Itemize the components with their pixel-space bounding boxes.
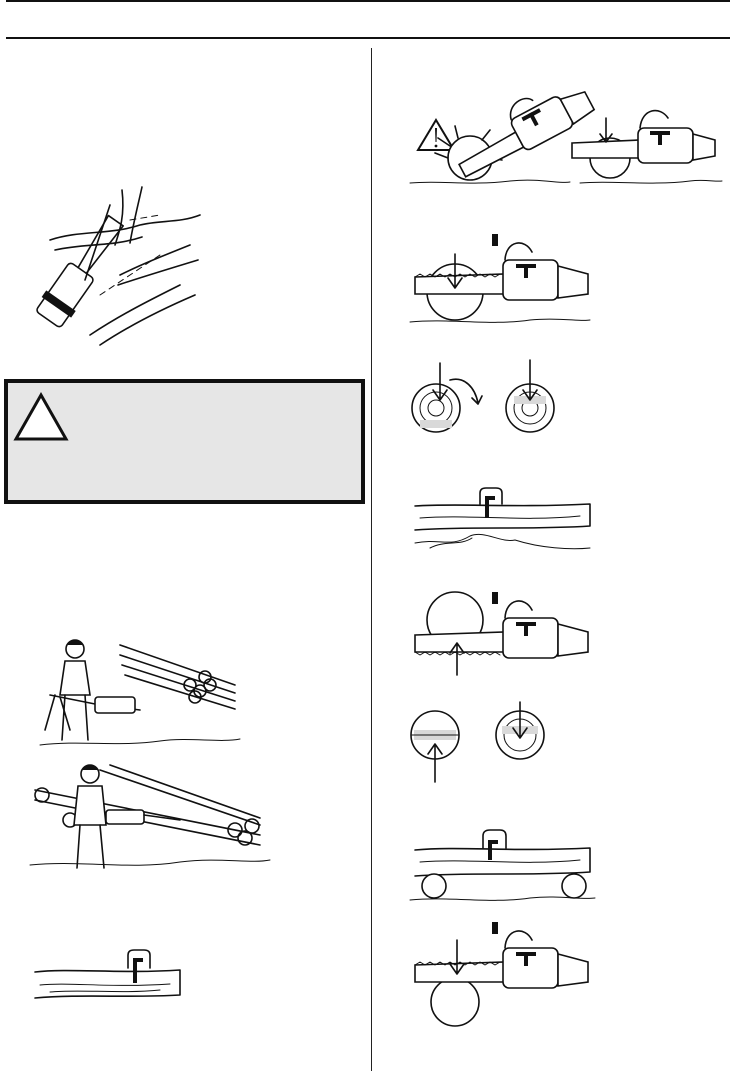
warning-triangle-icon [14,393,68,441]
operator-logpile-illustration [30,760,270,875]
log-supported-ends-illustration [410,828,595,908]
underbuck-saw-illustration [410,590,595,680]
log-uneven-ground-illustration [410,488,595,568]
kickback-illustration [410,98,725,190]
top-rule [6,0,730,2]
branch-cut-illustration [30,185,205,350]
log-end-views-illustration [410,358,570,448]
warning-box [4,379,365,504]
log-end-views-underbuck-illustration [410,700,560,785]
overbuck-saw-final-illustration [410,920,595,1030]
header-rule [6,37,730,39]
column-divider [371,48,372,1071]
log-bar-cut-illustration [30,950,190,1005]
operator-sawhorse-illustration [40,635,240,750]
overbuck-saw-illustration [410,232,595,332]
